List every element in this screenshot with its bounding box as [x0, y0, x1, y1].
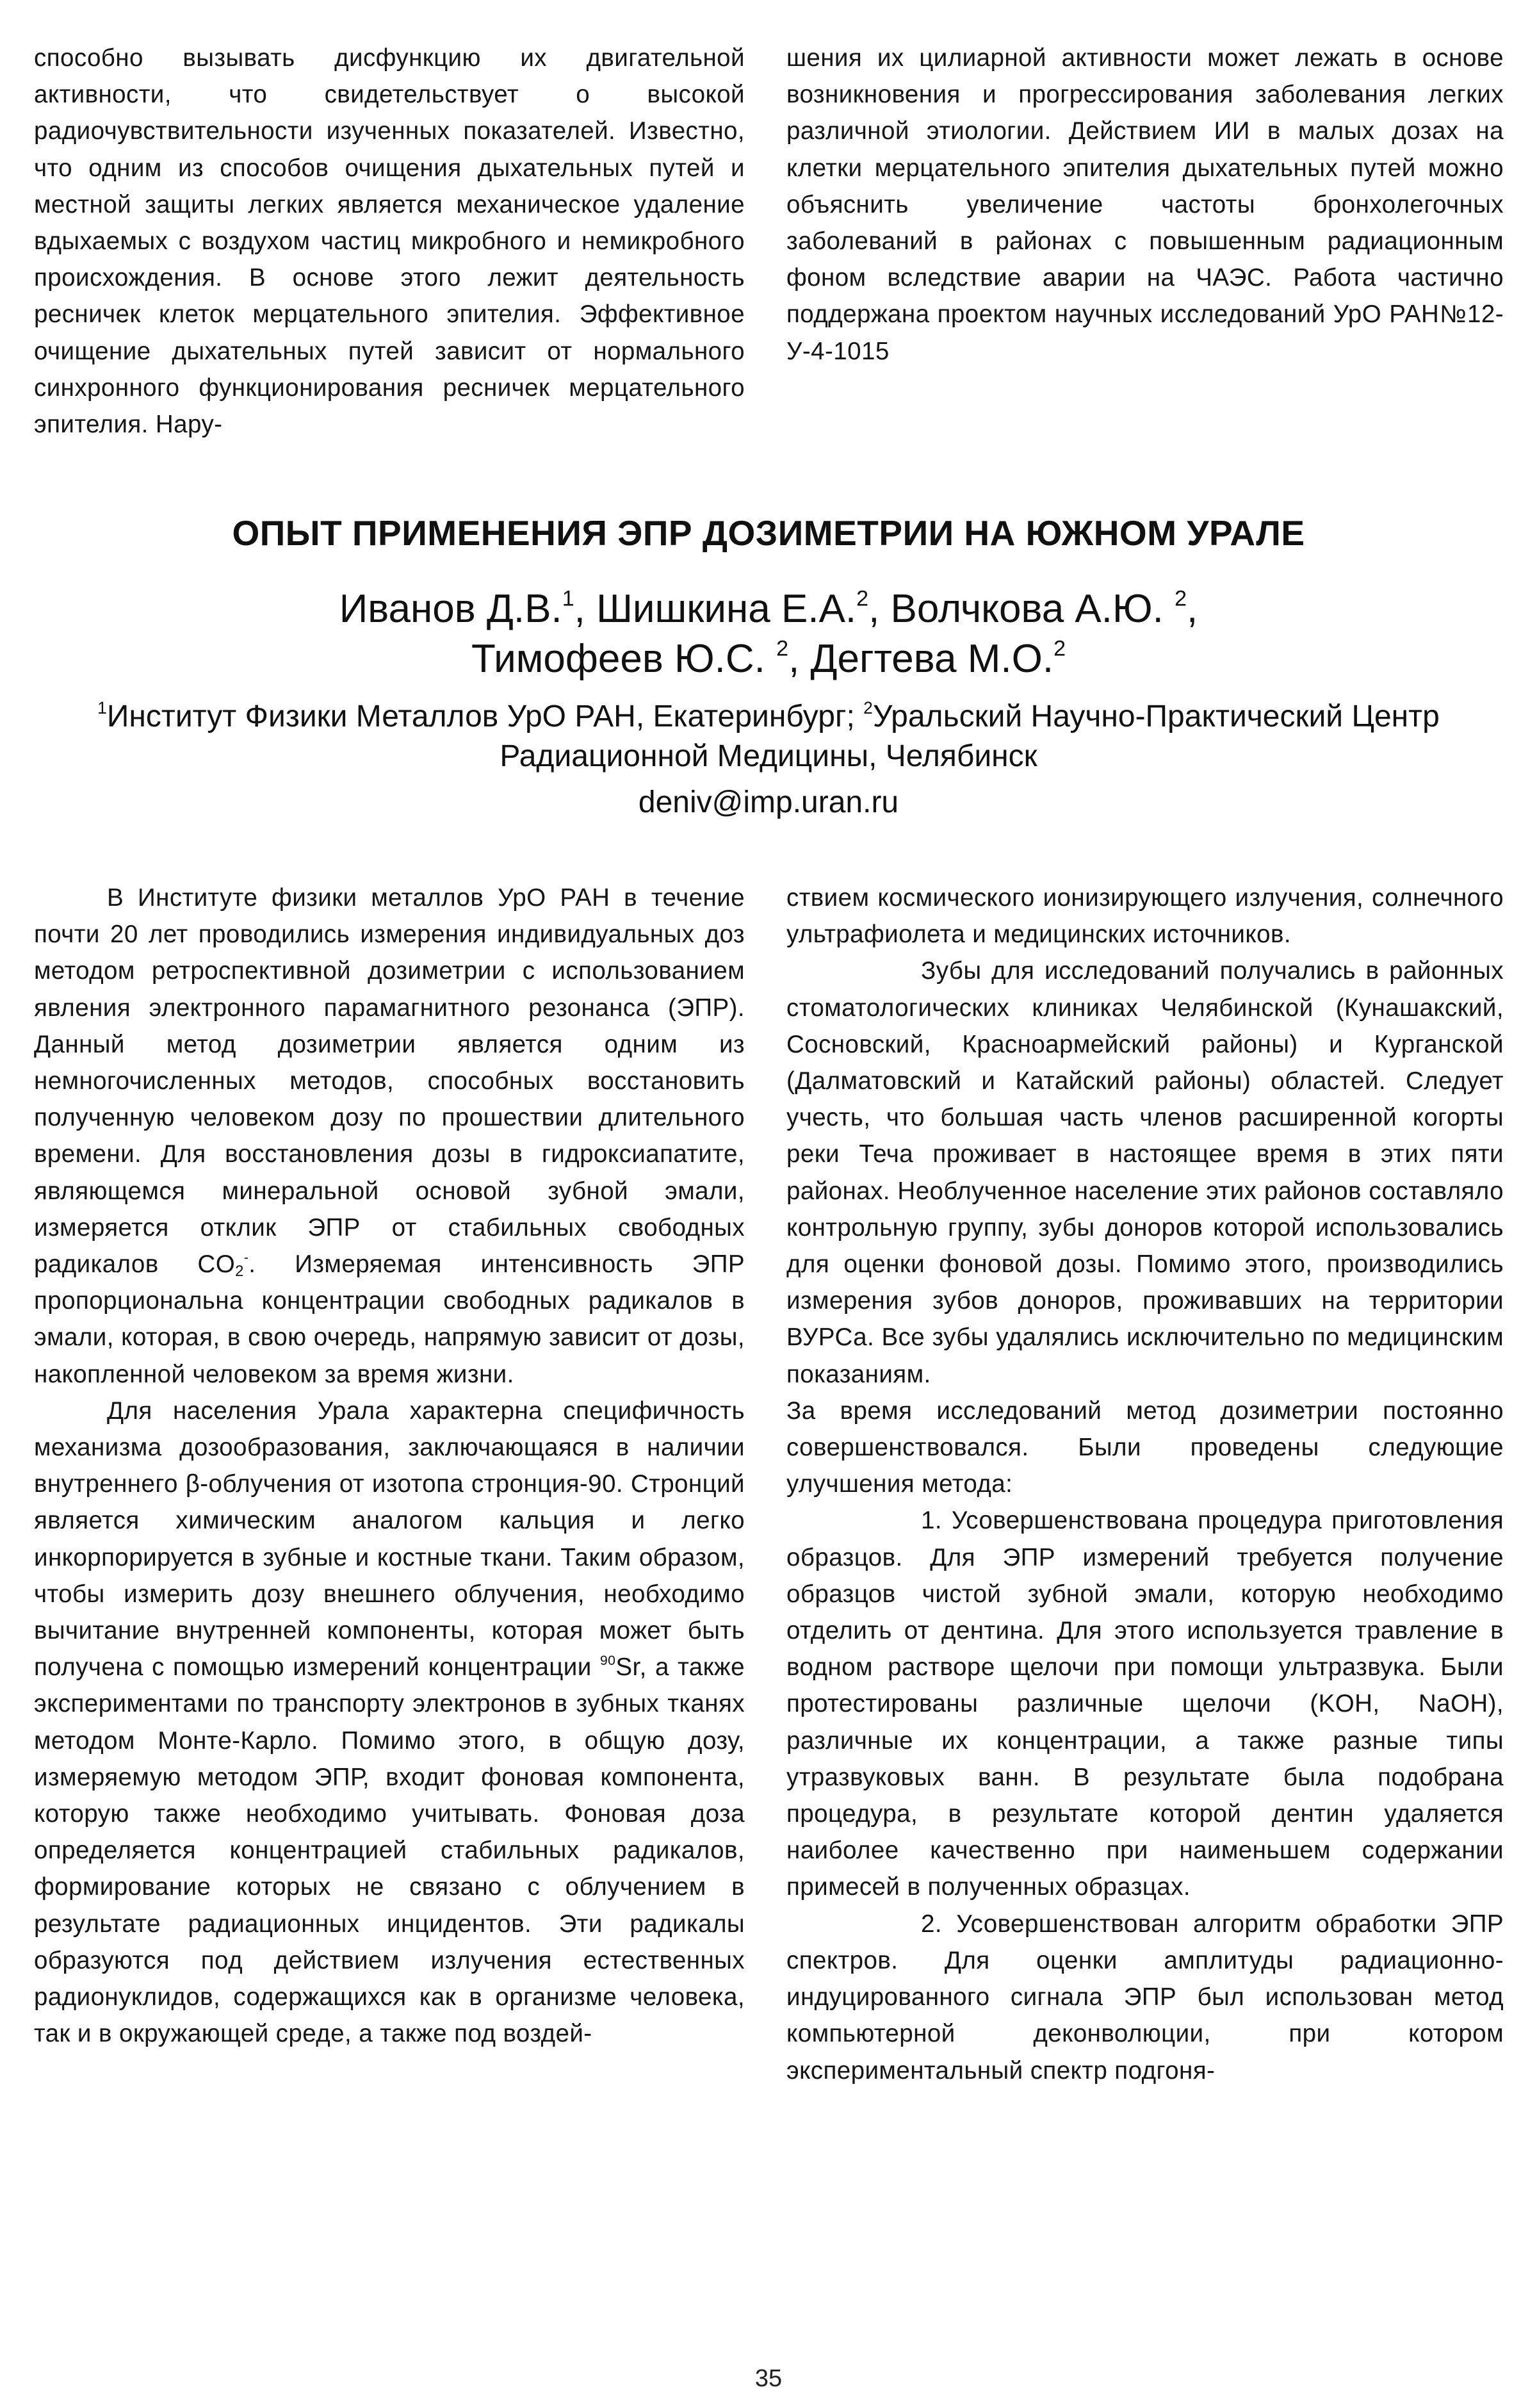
affiliation-mark: 1 — [97, 698, 107, 718]
affiliation-mark: 2 — [863, 698, 873, 718]
bottom-right-column — [786, 880, 1504, 2089]
author-affiliation-mark: 2 — [1175, 586, 1187, 611]
contact-email: deniv@imp.uran.ru — [638, 785, 899, 819]
text-run: . Измеряемая интенсивность ЭПР пропорциональна концентрации свободных радикалов в эмали, которая, в свою очередь, напрямую зависит от дозы, накопленной человеком за время жизни. — [34, 1250, 745, 1388]
article-title: ОПЫТ ПРИМЕНЕНИЯ ЭПР ДОЗИМЕТРИИ НА ЮЖНОМ УРАЛЕ — [232, 513, 1305, 553]
author-name: Тимофеев Ю.С. — [471, 637, 777, 681]
text-run: Для населения Урала характерна специфичность механизма дозообразования, заключающаяся в наличии внутреннего β-облучения от изотопа стронция-90. Стронций является химическим аналогом кальция и легко инкорпорируется в зубные и костные ткани. Таким образом, чтобы измерить дозу внешнего облучения, необходимо вычитание внутренней компоненты, которая может быть получена с помощью измерений концентрации — [34, 1396, 745, 1682]
subscript: 2 — [235, 1263, 244, 1280]
author-name: , Дегтева М.О. — [788, 637, 1054, 681]
paragraph: ствием космического ионизирующего излучения, солнечного ультрафиолета и медицинских источников. — [786, 884, 1504, 949]
author-affiliation-mark: 2 — [856, 586, 869, 611]
list-item: 2. Усовершенствован алгоритм обработки ЭПР спектров. Для оценки амплитуды радиационно-индуцированного сигнала ЭПР был использован метод компьютерной деконволюции, при котором экспериментальный спектр подгоня- — [786, 1910, 1504, 2084]
article-affiliations — [0, 697, 1537, 776]
paragraph: За время исследований метод дозиметрии постоянно совершенствовался. Были проведены следующие улучшения метода: — [786, 1396, 1504, 1498]
bottom-left-column — [34, 880, 745, 2052]
affiliation-text: Институт Физики Металлов УрО РАН, Екатеринбург; — [106, 700, 864, 733]
paragraph: способно вызывать дисфункцию их двигательной активности, что свидетельствует о высокой радиочувствительности изученных показателей. Известно, что одним из способов очищения дыхательных путей и местной защиты легких является механическое удаление вдыхаемых с воздухом частиц микробного и немикробного происхождения. В основе этого лежит деятельность ресничек клеток мерцательного эпителия. Эффективное очищение дыхательных путей зависит от нормального синхронного функционирования ресничек мерцательного эпителия. Нару- — [34, 44, 745, 439]
paragraph — [34, 880, 745, 1393]
article-authors — [0, 584, 1537, 684]
paragraph: шения их цилиарной активности может лежать в основе возникновения и прогрессирования заболевания легких различной этиологии. Действием ИИ в малых дозах на клетки мерцательного эпителия дыхательных путей можно объяснить увеличение частоты бронхолегочных заболеваний в районах с повышенным радиационным фоном вследствие аварии на ЧАЭС. Работа частично поддержана проектом научных исследований УрО РАН№12-У-4-1015 — [786, 44, 1504, 365]
superscript: - — [243, 1250, 249, 1266]
author-name: , Волчкова А.Ю. — [868, 587, 1175, 631]
text-run: Sr, а также экспериментами по транспорту электронов в зубных тканях методом Монте-Карло. Помимо этого, в общую дозу, измеряемую методом ЭПР, входит фоновая компонента, которую также необходимо учитывать. Фоновая доза определяется концентрацией стабильных радикалов, формирование которых не связано с облучением в результате радиационных инцидентов. Эти радикалы образуются под действием излучения естественных радионуклидов, содержащихся как в организме человека, так и в окружающей среде, а также под воздей- — [34, 1653, 745, 2048]
top-left-column — [34, 40, 745, 443]
paragraph: Зубы для исследований получались в районных стоматологических клиниках Челябинской (Кунашакский, Сосновский, Красноармейский районы) и Курганской (Далматовский и Катайский районы) областей. Следует учесть, что большая часть членов расширенной когорты реки Теча проживает в настоящее время в этих пяти районах. Необлученное население этих районов составляло контрольную группу, зубы доноров которой использовались для оценки фоновой дозы. Помимо этого, производились измерения зубов доноров, проживавших на территории ВУРСа. Все зубы удалялись исключительно по медицинским показаниям. — [786, 957, 1504, 1388]
superscript: 90 — [599, 1653, 616, 1669]
text-run: В Институте физики металлов УрО РАН в течение почти 20 лет проводились измерения индивидуальных доз методом ретроспективной дозиметрии с использованием явления электронного парамагнитного резонанса (ЭПР). Данный метод дозиметрии является одним из немногочисленных методов, способных восстановить полученную человеком дозу по прошествии длительного времени. Для восстановления дозы в гидроксиапатите, являющемся минеральной основой зубной эмали, измеряется отклик ЭПР от стабильных свободных радикалов CO — [34, 884, 745, 1279]
author-affiliation-mark: 1 — [562, 586, 574, 611]
paragraph — [34, 1393, 745, 2052]
affiliation-text: Уральский Научно-Практический Центр Радиационной Медицины, Челябинск — [500, 700, 1440, 773]
author-name: , Шишкина Е.А. — [574, 587, 857, 631]
author-separator: , — [1187, 587, 1198, 631]
author-name: Иванов Д.В. — [339, 587, 562, 631]
list-item: 1. Усовершенствована процедура приготовления образцов. Для ЭПР измерений требуется получение образцов чистой зубной эмали, которую необходимо отделить от дентина. Для этого используется травление в водном растворе щелочи при помощи ультразвука. Были протестированы различные щелочи (KOH, NaOH), различные их концентрации, а также разные типы утразвуковых ванн. В результате была подобрана процедура, в результате которой дентин удаляется наиболее качественно при наименьшем содержании примесей в полученных образцах. — [786, 1507, 1504, 1901]
page-number: 35 — [754, 2365, 783, 2392]
author-affiliation-mark: 2 — [776, 636, 789, 661]
author-affiliation-mark: 2 — [1053, 636, 1066, 661]
top-right-column — [786, 40, 1504, 370]
